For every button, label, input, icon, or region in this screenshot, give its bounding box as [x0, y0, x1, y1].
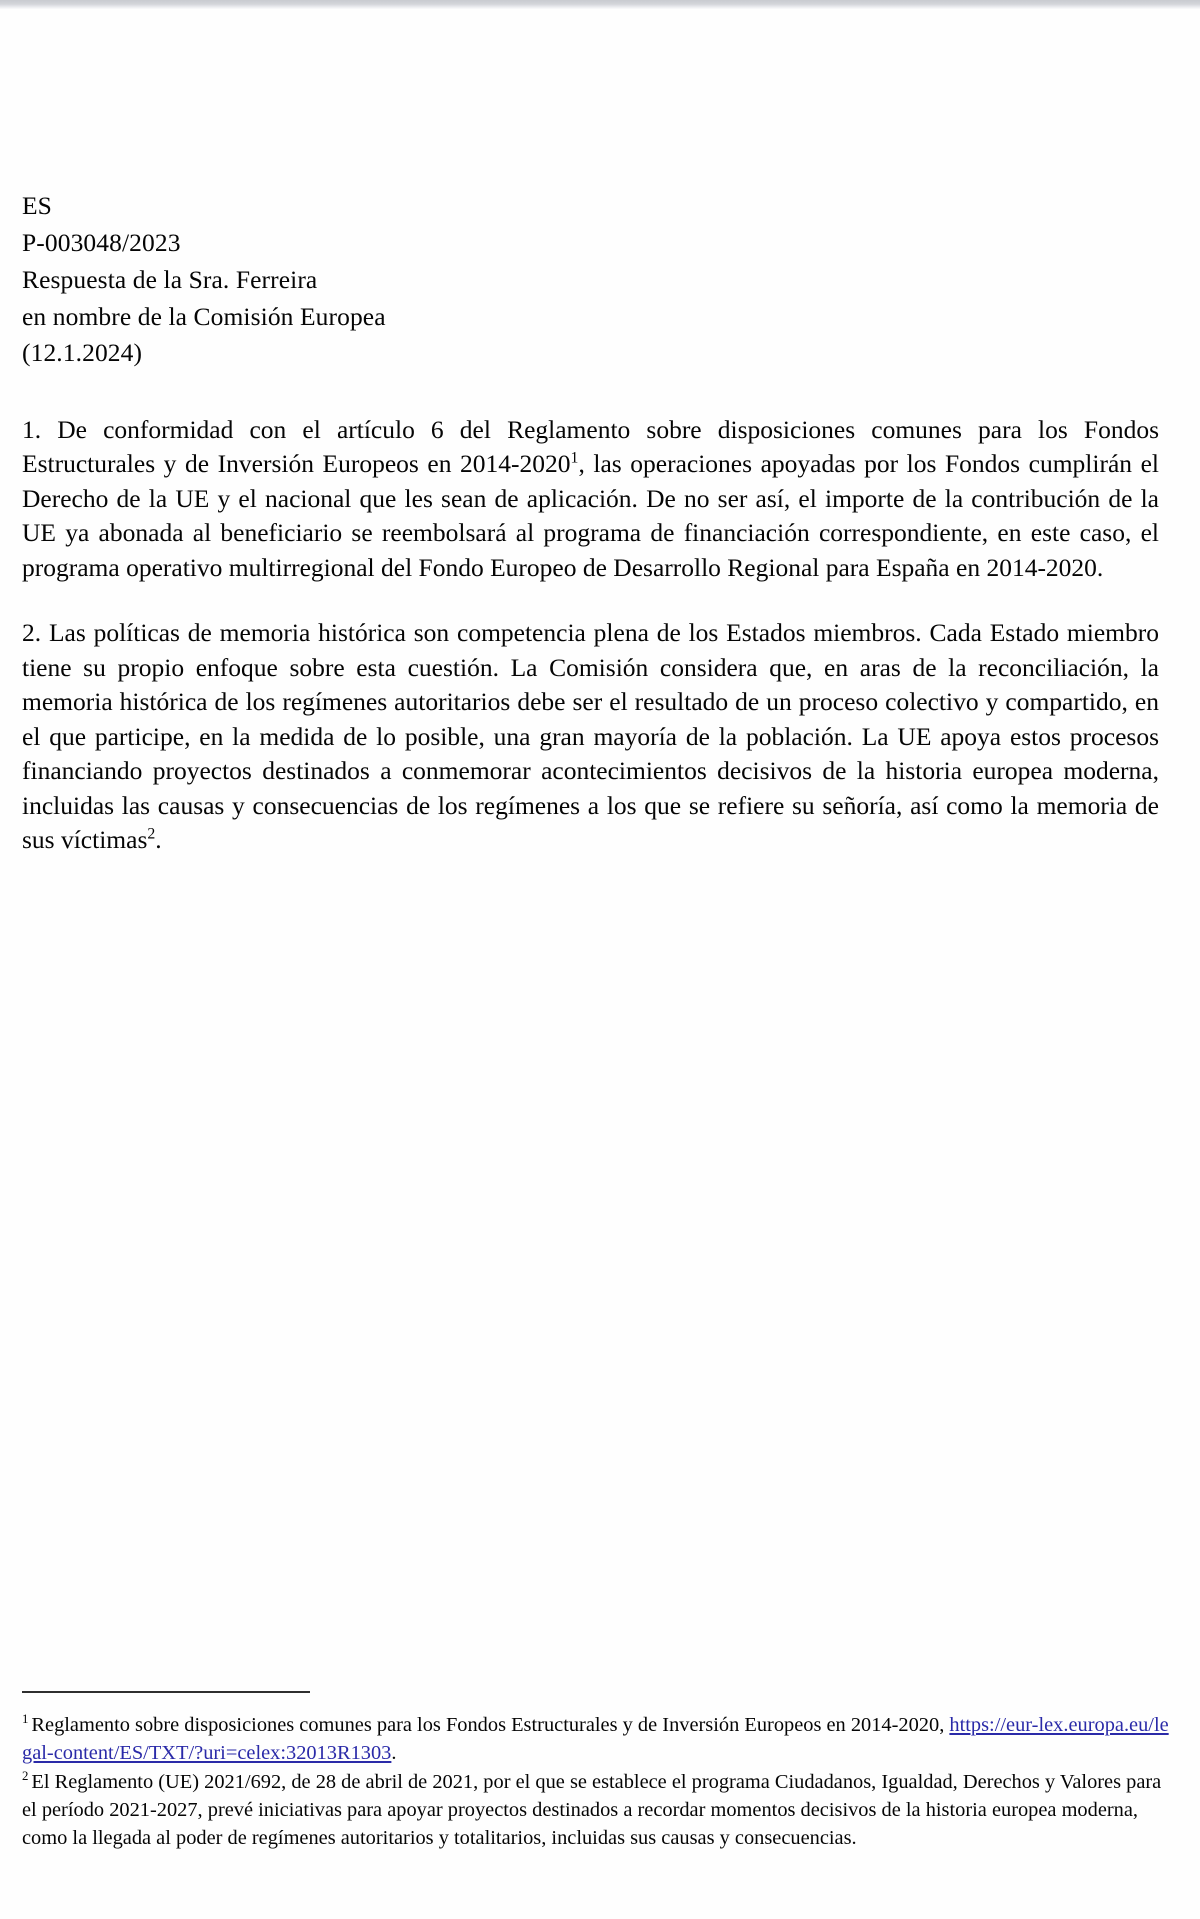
document-body	[22, 413, 1159, 858]
footnote-reference-1[interactable]: 1	[570, 449, 579, 467]
footnote-1	[22, 1711, 1172, 1768]
footnote-2-marker: 2	[22, 1768, 29, 1783]
viewer-top-strip	[0, 0, 1200, 9]
paragraph-1-text-a: 1. De conformidad con el artículo 6 del Reglamento sobre disposiciones comunes para los Fondos Estructurales y de Inversión Europeos en 2014-2020	[22, 415, 1159, 479]
footnote-2	[22, 1768, 1172, 1853]
footnote-1-text: Reglamento sobre disposiciones comunes para los Fondos Estructurales y de Inversión Europeos en 2014-2020,	[31, 1714, 950, 1736]
footnote-reference-2[interactable]: 2	[147, 825, 156, 843]
paragraph-2-text-b: .	[155, 825, 162, 855]
language-code: ES	[22, 191, 52, 220]
answer-author: Respuesta de la Sra. Ferreira	[22, 264, 318, 294]
paragraph-2-text-a: 2. Las políticas de memoria histórica son competencia plena de los Estados miembros. Cada Estado miembro tiene su propio enfoque sobre esta cuestión. La Comisión considera que, en aras de la reconciliación, la memoria histórica de los regímenes autoritarios debe ser el resultado de un proceso colectivo y compartido, en el que participe, en la medida de lo posible, una gran mayoría de la población. La UE apoya estos procesos financiando proyectos destinados a conmemorar acontecimientos decisivos de la historia europea moderna, incluidas las causas y consecuencias de los regímenes a los que se refiere su señoría, así como la memoria de sus víctimas	[22, 618, 1159, 855]
paragraph-2	[22, 616, 1159, 857]
document-header	[22, 188, 386, 372]
footnote-2-text: El Reglamento (UE) 2021/692, de 28 de abril de 2021, por el que se establece el programa Ciudadanos, Igualdad, Derechos y Valores para el período 2021-2027, prevé iniciativas para apoyar proyectos destinados a recordar momentos decisivos de la historia europea moderna, como la llegada al poder de regímenes autoritarios y totalitarios, incluidas sus causas y consecuencias.	[22, 1770, 1162, 1849]
paragraph-1	[22, 413, 1159, 585]
footnote-1-link[interactable]: https://eur-lex.europa.eu/legal-content/ES/TXT/?uri=celex:32013R1303	[22, 1714, 1169, 1765]
answer-institution: en nombre de la Comisión Europea	[22, 301, 386, 331]
footnote-1-marker: 1	[22, 1712, 29, 1727]
answer-date: (12.1.2024)	[22, 338, 143, 368]
paragraph-1-text-b: , las operaciones apoyadas por los Fondos cumplirán el Derecho de la UE y el nacional que les sean de aplicación. De no ser así, el importe de la contribución de la UE ya abonada al beneficiario se reembolsará al programa de financiación correspondiente, en este caso, el programa operativo multirregional del Fondo Europeo de Desarrollo Regional para España en 2014-2020.	[22, 449, 1159, 582]
document-reference: P-003048/2023	[22, 227, 181, 257]
footnotes-section	[22, 1711, 1172, 1852]
footnote-separator-rule	[22, 1691, 310, 1693]
document-page	[0, 9, 1200, 1919]
footnote-1-text-end: .	[391, 1742, 397, 1765]
